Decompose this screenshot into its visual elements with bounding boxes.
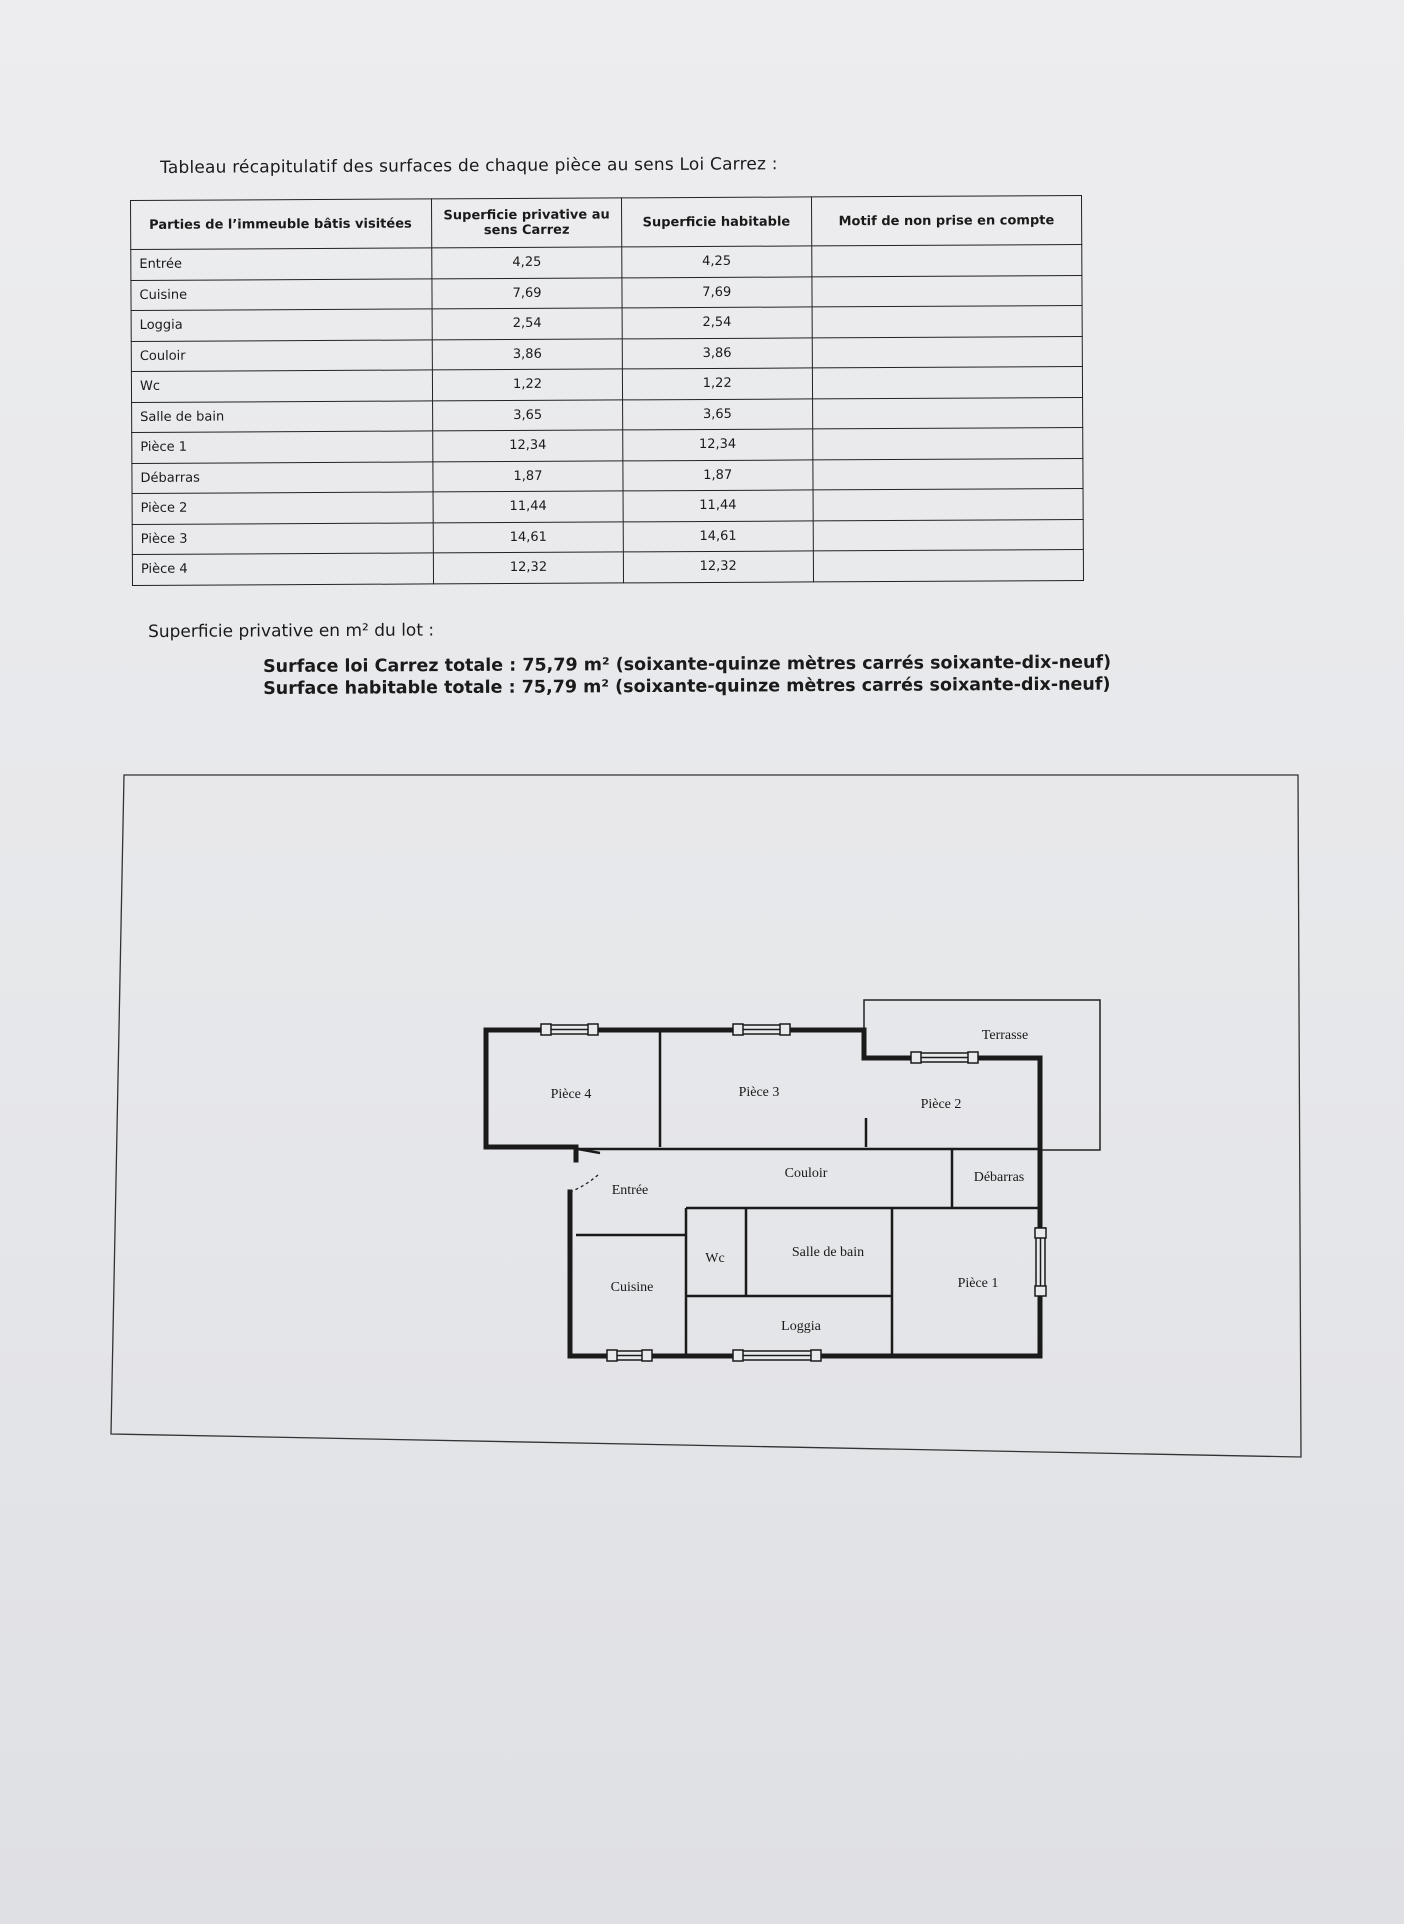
carrez-value: 1,87	[433, 460, 623, 491]
window-piece1	[1035, 1228, 1046, 1296]
carrez-value: 14,61	[433, 521, 623, 552]
window-piece3	[733, 1024, 790, 1035]
carrez-value: 3,86	[432, 338, 622, 369]
room-name: Cuisine	[131, 278, 432, 310]
habitable-value: 7,69	[622, 276, 812, 307]
room-name: Salle de bain	[132, 400, 433, 432]
label-piece4: Pièce 4	[550, 1087, 592, 1102]
label-terrasse: Terrasse	[981, 1028, 1029, 1043]
carrez-value: 4,25	[432, 247, 622, 278]
room-name: Entrée	[131, 248, 432, 280]
habitable-value: 14,61	[623, 520, 813, 551]
room-name: Pièce 2	[132, 492, 433, 524]
header-habitable: Superficie habitable	[621, 197, 811, 247]
entry-door-swing	[570, 1175, 598, 1192]
window-piece2	[911, 1052, 978, 1063]
carrez-value: 12,32	[434, 552, 624, 583]
label-salle-de-bain: Salle de bain	[791, 1245, 865, 1260]
lot-surface-label: Superficie privative en m² du lot :	[148, 620, 435, 642]
carrez-value: 12,34	[433, 430, 623, 461]
habitable-value: 2,54	[622, 307, 812, 338]
total-carrez: Surface loi Carrez totale : 75,79 m² (soixante-quinze mètres carrés soixante-dix-neuf)	[263, 652, 1112, 677]
habitable-value: 1,87	[623, 459, 813, 490]
label-loggia: Loggia	[781, 1319, 821, 1334]
carrez-value: 7,69	[432, 277, 622, 308]
room-name: Wc	[131, 370, 432, 402]
room-name: Couloir	[131, 339, 432, 371]
window-cuisine	[607, 1350, 652, 1361]
label-wc: Wc	[705, 1251, 725, 1266]
habitable-value: 11,44	[623, 490, 813, 521]
terrasse-outline	[864, 1000, 1100, 1150]
room-name: Débarras	[132, 461, 433, 493]
header-parties: Parties de l’immeuble bâtis visitées	[131, 199, 432, 250]
carrez-value: 2,54	[432, 308, 622, 339]
window-loggia	[733, 1350, 821, 1361]
room-name: Pièce 4	[132, 553, 433, 585]
label-couloir: Couloir	[784, 1166, 828, 1181]
carrez-value: 11,44	[433, 491, 623, 522]
label-piece3: Pièce 3	[738, 1085, 780, 1100]
habitable-value: 1,22	[622, 368, 812, 399]
label-cuisine: Cuisine	[610, 1280, 654, 1295]
habitable-value: 3,65	[622, 398, 812, 429]
room-name: Loggia	[131, 309, 432, 341]
outer-walls	[486, 1030, 1040, 1356]
label-piece1: Pièce 1	[957, 1276, 999, 1291]
total-habitable: Surface habitable totale : 75,79 m² (soixante-quinze mètres carrés soixante-dix-neuf)	[263, 674, 1111, 699]
header-motif: Motif de non prise en compte	[811, 196, 1082, 246]
carrez-value: 3,65	[433, 399, 623, 430]
carrez-value: 1,22	[433, 369, 623, 400]
header-carrez: Superficie privative au sens Carrez	[432, 198, 622, 248]
window-piece4	[541, 1024, 598, 1035]
label-entree: Entrée	[611, 1183, 649, 1198]
habitable-value: 4,25	[622, 246, 812, 277]
room-name: Pièce 1	[132, 431, 433, 463]
label-debarras: Débarras	[973, 1170, 1025, 1185]
label-piece2: Pièce 2	[920, 1097, 962, 1112]
habitable-value: 12,34	[623, 429, 813, 460]
intro-text: Tableau récapitulatif des surfaces de chaque pièce au sens Loi Carrez :	[160, 154, 778, 178]
habitable-value: 3,86	[622, 337, 812, 368]
habitable-value: 12,32	[623, 551, 813, 582]
room-name: Pièce 3	[132, 522, 433, 554]
